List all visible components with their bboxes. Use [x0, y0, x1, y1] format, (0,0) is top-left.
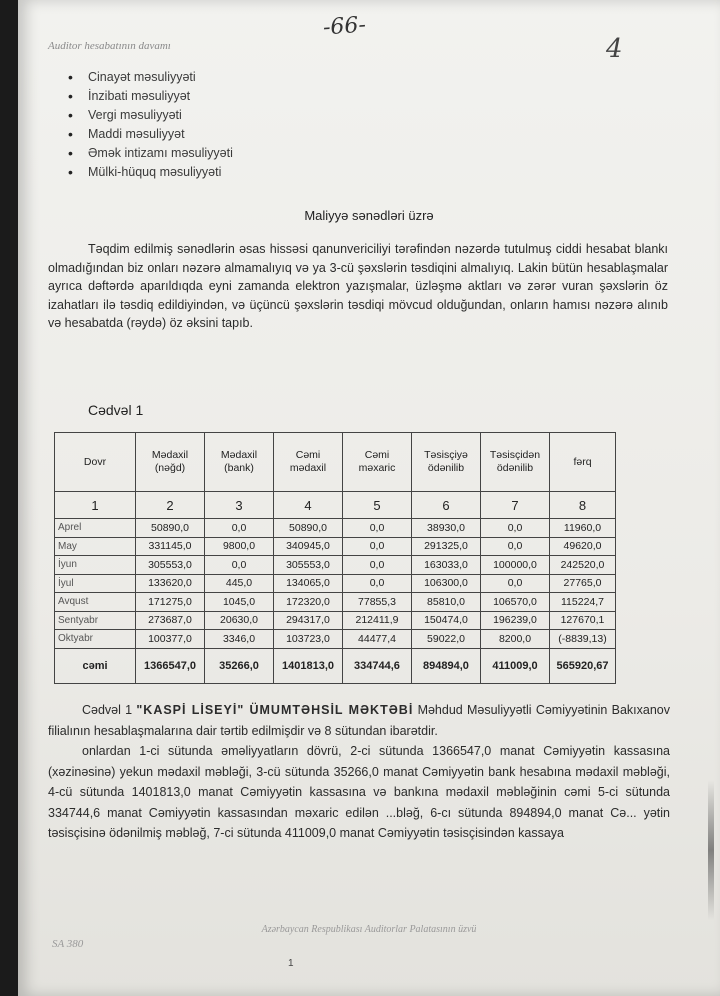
- value-cell: 20630,0: [205, 611, 274, 630]
- value-cell: 100377,0: [136, 630, 205, 649]
- list-item: • Maddi məsuliyyət: [68, 126, 185, 142]
- value-cell: 273687,0: [136, 611, 205, 630]
- bullet-icon: •: [68, 88, 73, 104]
- value-cell: 294317,0: [274, 611, 343, 630]
- column-number: 2: [136, 492, 205, 519]
- value-cell: 340945,0: [274, 537, 343, 556]
- value-cell: 50890,0: [274, 519, 343, 538]
- column-number-row: [55, 492, 616, 519]
- period-cell: Oktyabr: [55, 630, 136, 649]
- value-cell: 8200,0: [481, 630, 550, 649]
- list-item: • Mülki-hüquq məsuliyyəti: [68, 164, 222, 180]
- value-cell: 0,0: [343, 519, 412, 538]
- value-cell: 0,0: [481, 519, 550, 538]
- value-cell: 11960,0: [550, 519, 616, 538]
- header-difference: fərq: [550, 433, 616, 492]
- value-cell: 0,0: [343, 574, 412, 593]
- document-page: [18, 0, 720, 996]
- table-row: [55, 574, 616, 593]
- corner-handwritten-number: 4: [606, 34, 623, 64]
- value-cell: 115224,7: [550, 593, 616, 612]
- column-number: 8: [550, 492, 616, 519]
- value-cell: 50890,0: [136, 519, 205, 538]
- intro-paragraph: Təqdim edilmiş sənədlərin əsas hissəsi qanunvericiliyi tərəfindən nəzərdə tutulmuş ciddi hesabat blankı olmadığından biz onları nəzərə almamalıyıq və ya 3-cü şəxslərin təsdiqini almalıyıq. Lakin bütün hesablaşmalar ayrıca dəftərdə aparıldıqda eyni zamanda elektron yazışmalar, üzləşmə aktları və zərər vuran şəxslərin öz izahatları ilə təsdiq edildiyindən, və üçüncü şəxslərin təsdiqi mövcud olduğundan, onların hamısı nəzərə alınıb və hesabatda (rəydə) öz əksini tapıb.: [48, 242, 668, 331]
- list-item: • İnzibati məsuliyyət: [68, 88, 191, 104]
- header-income-cash: Mədaxil (nəğd): [136, 433, 205, 492]
- total-cell: 565920,67: [550, 648, 616, 683]
- value-cell: 0,0: [481, 574, 550, 593]
- value-cell: 445,0: [205, 574, 274, 593]
- footer-note: Azərbaycan Respublikası Auditorlar Palatasının üzvü: [261, 924, 477, 935]
- page-footer-number: 1: [288, 958, 294, 969]
- header-paid-from-founder: Təsisçidən ödənilib: [481, 433, 550, 492]
- value-cell: 196239,0: [481, 611, 550, 630]
- value-cell: 1045,0: [205, 593, 274, 612]
- column-number: 1: [55, 492, 136, 519]
- value-cell: 27765,0: [550, 574, 616, 593]
- value-cell: 0,0: [205, 519, 274, 538]
- value-cell: 291325,0: [412, 537, 481, 556]
- responsibility-list: [66, 68, 233, 182]
- bullet-icon: •: [68, 69, 73, 85]
- table-row: [55, 611, 616, 630]
- value-cell: 242520,0: [550, 556, 616, 575]
- value-cell: 172320,0: [274, 593, 343, 612]
- total-cell: 35266,0: [205, 648, 274, 683]
- form-code: SA 380: [52, 938, 84, 950]
- value-cell: 85810,0: [412, 593, 481, 612]
- value-cell: 150474,0: [412, 611, 481, 630]
- analysis-title-rest: Məhdud Məsuliyyətli Cəmiyyətinin Bakıxanov filialının hesablaşmalarına dair tərtib edilmişdir və 8 sütundan ibarətdir.: [48, 703, 670, 738]
- value-cell: 127670,1: [550, 611, 616, 630]
- analysis-title-bold: "KASPİ LİSEYİ" ÜMUMTƏHSİL MƏKTƏBİ: [136, 703, 414, 717]
- list-item: • Cinayət məsuliyyəti: [68, 69, 196, 85]
- header-paid-to-founder: Təsisçiyə ödənilib: [412, 433, 481, 492]
- value-cell: 212411,9: [343, 611, 412, 630]
- value-cell: 38930,0: [412, 519, 481, 538]
- value-cell: 0,0: [343, 537, 412, 556]
- bullet-icon: •: [68, 164, 73, 180]
- value-cell: 106570,0: [481, 593, 550, 612]
- settlement-table: [54, 432, 616, 684]
- total-cell: 411009,0: [481, 648, 550, 683]
- column-number: 3: [205, 492, 274, 519]
- header-income-bank: Mədaxil (bank): [205, 433, 274, 492]
- table-row: [55, 556, 616, 575]
- column-number: 4: [274, 492, 343, 519]
- bullet-icon: •: [68, 145, 73, 161]
- value-cell: 305553,0: [136, 556, 205, 575]
- table-row: [55, 593, 616, 612]
- table-row: [55, 630, 616, 649]
- table-row: [55, 537, 616, 556]
- analysis-text: [48, 700, 670, 844]
- period-cell: Avqust: [55, 593, 136, 612]
- table-total-row: [55, 648, 616, 683]
- table-row: [55, 519, 616, 538]
- bullet-icon: •: [68, 126, 73, 142]
- header-total-income: Cəmi mədaxil: [274, 433, 343, 492]
- value-cell: 9800,0: [205, 537, 274, 556]
- column-number: 7: [481, 492, 550, 519]
- header-period: Dovr: [55, 433, 136, 492]
- period-cell: Sentyabr: [55, 611, 136, 630]
- period-cell: May: [55, 537, 136, 556]
- total-cell: 1401813,0: [274, 648, 343, 683]
- value-cell: 44477,4: [343, 630, 412, 649]
- value-cell: 106300,0: [412, 574, 481, 593]
- total-cell: 334744,6: [343, 648, 412, 683]
- total-cell: cəmi: [55, 648, 136, 683]
- value-cell: 103723,0: [274, 630, 343, 649]
- value-cell: 100000,0: [481, 556, 550, 575]
- total-cell: 1366547,0: [136, 648, 205, 683]
- section-title: Maliyyə sənədləri üzrə: [304, 208, 434, 223]
- column-number: 6: [412, 492, 481, 519]
- value-cell: 305553,0: [274, 556, 343, 575]
- total-cell: 894894,0: [412, 648, 481, 683]
- value-cell: 331145,0: [136, 537, 205, 556]
- value-cell: (-8839,13): [550, 630, 616, 649]
- value-cell: 133620,0: [136, 574, 205, 593]
- value-cell: 0,0: [205, 556, 274, 575]
- list-item: • Vergi məsuliyyəti: [68, 107, 182, 123]
- header-note: Auditor hesabatının davamı: [48, 40, 171, 52]
- table-body: [55, 519, 616, 649]
- list-item: • Əmək intizamı məsuliyyəti: [68, 145, 233, 161]
- value-cell: 59022,0: [412, 630, 481, 649]
- column-number: 5: [343, 492, 412, 519]
- value-cell: 0,0: [481, 537, 550, 556]
- table-label: Cədvəl 1: [88, 402, 144, 418]
- table-header-row: [55, 433, 616, 492]
- analysis-title-prefix: Cədvəl 1: [82, 703, 133, 717]
- value-cell: 163033,0: [412, 556, 481, 575]
- analysis-body: onlardan 1-ci sütunda əməliyyatların dövrü, 2-ci sütunda 1366547,0 manat Cəmiyyətin kassasına (xəzinəsinə) yekun mədaxil məbləği, 3-cü sütunda 35266,0 manat Cəmiyyətin bank hesabına mədaxil məbləği, 4-cü sütunda 1401813,0 manat Cəmiyyətin kassasına və bankına mədaxil məbləğinin cəmi 5-ci sütunda 334744,6 manat Cəmiyyətin kassasından məxaric edilən ...bləğ, 6-cı sütunda 894894,0 manat Cə... yətin təsisçisinə ödənilmiş məbləğ, 7-ci sütunda 411009,0 manat Cəmiyyətin təsisçisindən kassaya: [48, 744, 670, 840]
- bullet-icon: •: [68, 107, 73, 123]
- period-cell: İyul: [55, 574, 136, 593]
- handwritten-page-number: -66-: [322, 12, 367, 41]
- value-cell: 3346,0: [205, 630, 274, 649]
- header-total-expense: Cəmi məxaric: [343, 433, 412, 492]
- period-cell: Aprel: [55, 519, 136, 538]
- value-cell: 77855,3: [343, 593, 412, 612]
- value-cell: 171275,0: [136, 593, 205, 612]
- value-cell: 49620,0: [550, 537, 616, 556]
- value-cell: 0,0: [343, 556, 412, 575]
- period-cell: İyun: [55, 556, 136, 575]
- value-cell: 134065,0: [274, 574, 343, 593]
- scan-artifact: [708, 780, 714, 920]
